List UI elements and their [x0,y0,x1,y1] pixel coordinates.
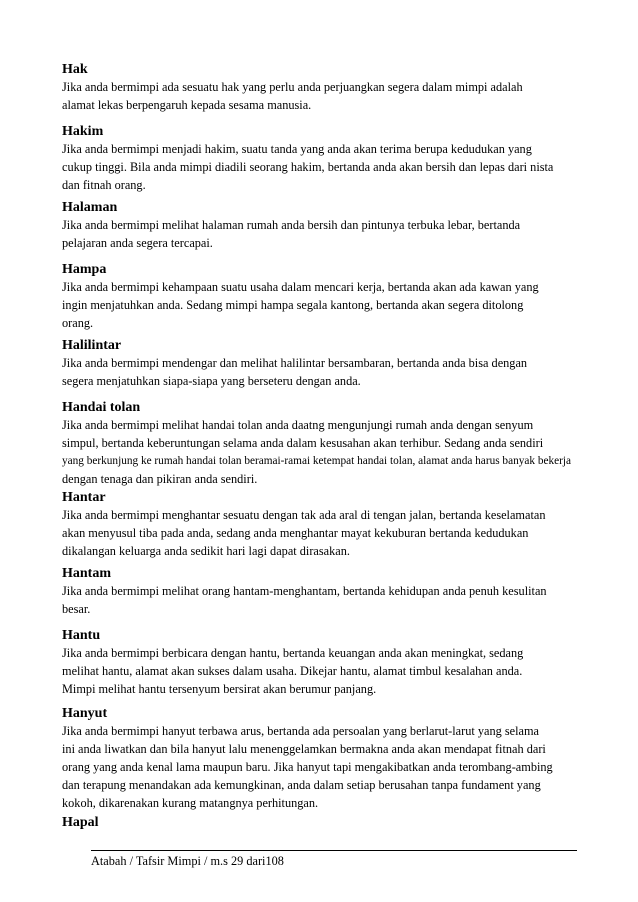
entry-definition-line: melihat hantu, alamat akan sukses dalam usaha. Dikejar hantu, alamat timbul kesalahan anda. [62,664,523,678]
dictionary-entry [62,200,582,252]
dictionary-entry [62,262,582,332]
dictionary-entry [62,706,582,812]
entry-definition-line: Jika anda bermimpi menjadi hakim, suatu tanda yang anda akan terima berupa kedudukan yang [62,142,532,156]
entry-term: Hak [62,62,88,77]
entry-term: Halaman [62,200,118,215]
entry-definition-line: kokoh, dikarenakan kurang matangnya perhitungan. [62,796,319,810]
entry-term: Hakim [62,124,104,139]
dictionary-entry [62,400,582,488]
entry-definition-line: Jika anda bermimpi melihat halaman rumah anda bersih dan pintunya terbuka lebar, bertanda [62,218,521,232]
entry-term: Hantar [62,490,106,505]
dictionary-entry [62,490,582,560]
entry-term: Hantu [62,628,101,643]
entry-definition-line: orang. [62,316,94,330]
entry-definition-line: Jika anda bermimpi menghantar sesuatu dengan tak ada aral di tengan jalan, bertanda keselamatan [62,508,546,522]
entry-definition-line: Jika anda bermimpi berbicara dengan hantu, bertanda keuangan anda akan meningkat, sedang [62,646,524,660]
entry-definition-line: orang yang anda kenal lama maupun baru. Jika hanyut tapi mengakibatkan anda terombang-ambing [62,760,553,774]
dictionary-entry [62,628,582,698]
entry-definition-line: Mimpi melihat hantu tersenyum bersirat akan berumur panjang. [62,682,377,696]
page-footer: Atabah / Tafsir Mimpi / m.s 29 dari108 [91,854,284,868]
entry-definition-line: Jika anda bermimpi ada sesuatu hak yang perlu anda perjuangkan segera dalam mimpi adalah [62,80,523,94]
entry-definition-line: dengan tenaga dan pikiran anda sendiri. [62,472,258,486]
entry-definition-line: pelajaran anda segera tercapai. [62,236,213,250]
footer-divider [91,850,577,851]
entry-definition-line: dikalangan keluarga anda sedikit hari lagi dapat dirasakan. [62,544,350,558]
entry-definition-line: Jika anda bermimpi kehampaan suatu usaha dalam mencari kerja, bertanda akan ada kawan yang [62,280,539,294]
entry-definition-line: akan menyusul tiba pada anda, sedang anda menghantar mayat kekuburan bertanda kedudukan [62,526,529,540]
dictionary-entry [62,566,582,618]
dictionary-entry [62,62,582,114]
entry-term: Halilintar [62,338,122,353]
entry-definition-line: yang berkunjung ke rumah handai tolan beramai-ramai ketempat handai tolan, alamat anda harus banyak bekerja [62,455,572,467]
entry-definition-line: Jika anda bermimpi melihat handai tolan anda daatng mengunjungi rumah anda dengan senyum [62,418,534,432]
entry-definition-line: simpul, bertanda keberuntungan selama anda dalam kesusahan akan terhibur. Sedang anda sendiri [62,436,544,450]
entry-definition-line: Jika anda bermimpi hanyut terbawa arus, bertanda ada persoalan yang berlarut-larut yang selama [62,724,539,738]
dictionary-entry [62,124,582,194]
dictionary-entry [62,815,582,831]
entry-definition-line: cukup tinggi. Bila anda mimpi diadili seorang hakim, bertanda anda akan bersih dan lepas dari nista [62,160,554,174]
entry-definition-line: segera menjatuhkan siapa-siapa yang berseteru dengan anda. [62,374,361,388]
entry-term: Hanyut [62,706,108,721]
entry-term: Hantam [62,566,111,581]
entry-definition-line: ingin menjatuhkan anda. Sedang mimpi hampa segala kantong, bertanda akan segera ditolong [62,298,524,312]
entry-definition-line: dan fitnah orang. [62,178,146,192]
entry-term: Handai tolan [62,400,141,415]
entry-definition-line: Jika anda bermimpi melihat orang hantam-menghantam, bertanda kehidupan anda penuh kesulitan [62,584,547,598]
entry-definition-line: ini anda liwatkan dan bila hanyut lalu menenggelamkan bermakna anda akan mendapat fitnah dari [62,742,546,756]
dictionary-entry [62,338,582,390]
entry-definition-line: Jika anda bermimpi mendengar dan melihat halilintar bersambaran, bertanda anda bisa dengan [62,356,528,370]
entry-definition-line: besar. [62,602,91,616]
entry-definition-line: alamat lekas berpengaruh kepada sesama manusia. [62,98,312,112]
entry-term: Hampa [62,262,107,277]
entry-term: Hapal [62,815,99,830]
entry-definition-line: dan terapung menandakan ada kemungkinan, anda dalam setiap berusahan tanpa fundament yang [62,778,541,792]
